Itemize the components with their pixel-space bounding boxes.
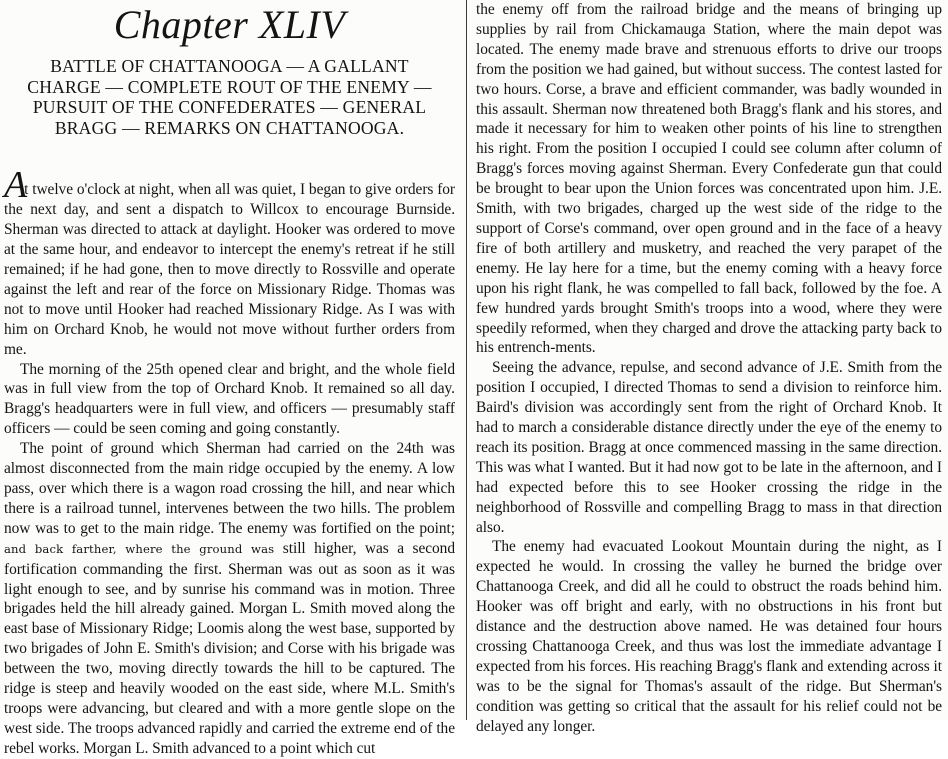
left-column <box>4 0 455 759</box>
drop-cap: A <box>4 164 28 207</box>
right-column <box>476 0 942 737</box>
paragraph: The morning of the 25th opened clear and bright, and the whole field was in full view from the top of Orchard Knob. It remained so all day. Bragg's headquarters were in full view, and officers — presumably staff officers — could be seen coming and going constantly. <box>4 360 455 438</box>
paragraph: The enemy had evacuated Lookout Mountain during the night, as I expected he would. In crossing the valley he burned the bridge over Chattanooga Creek, and did all he could to obstruct the roads behind him. Hooker was off bright and early, with no obstructions in his front but distance and the destruction above named. He was detained four hours crossing Chattanooga Creek, and thus was lost the immediate advantage I expected from his forces. His reaching Bragg's flank and extending across it was to be the signal for Thomas's assault of the ridge. But Sherman's condition was getting so critical that the assault for his relief could not be delayed any longer. <box>476 538 942 735</box>
paragraph <box>4 164 455 359</box>
paragraph: Seeing the advance, repulse, and second advance of J.E. Smith from the position I occupied, I directed Thomas to send a division to reinforce him. Baird's division was accordingly sent from the right of Orchard Knob. It had to march a considerable distance directly under the eye of the enemy to reach its position. Bragg at once commenced massing in the same direction. This was what I wanted. But it had now got to be late in the afternoon, and I had expected before this to see Hooker crossing the ridge in the neighborhood of Rossville and compelling Bragg to mass in that direction also. <box>476 359 942 536</box>
paragraph: the enemy off from the railroad bridge and the means of bringing up supplies by rail from Chickamauga Station, where the main depot was located. The enemy made brave and strenuous efforts to drive our troops from the position we had gained, but without success. The contest lasted for two hours. Corse, a brave and efficient commander, was badly wounded in this assault. Sherman now threatened both Bragg's flank and his stores, and made it necessary for him to weaken other points of his line to strengthen his right. From the position I occupied I could see column after column of Bragg's forces moving against Sherman. Every Confederate gun that could be brought to bear upon the Union forces was concentrated upon him. J.E. Smith, with two brigades, charged up the west side of the ridge to the support of Corse's command, over open ground and in the face of a heavy fire of both artillery and musketry, and reached the very parapet of the enemy. He lay here for a time, but the enemy coming with a heavy force upon his right flank, he was compelled to fall back, followed by the foe. A few hundred yards brought Smith's troops into a wood, where they were speedily reformed, when they charged and drove the attacking party back to his entrench-ments. <box>476 1 942 357</box>
paragraph-text: t twelve o'clock at night, when all was quiet, I began to give orders for the next day, and sent a dispatch to Willcox to encourage Burnside. Sherman was directed to attack at daylight. Hooker was ordered to move at the same hour, and endeavor to intercept the enemy's retreat if he still remained; if he had gone, then to move directly to Rossville and operate against the left and rear of the force on Missionary Ridge. Thomas was not to move until Hooker had reached Missionary Ridge. As I was with him on Orchard Knob, he would not move without further orders from me. <box>4 181 455 358</box>
chapter-subtitle: BATTLE OF CHATTANOOGA — A GALLANT CHARGE — COMPLETE ROUT OF THE ENEMY — PURSUIT OF THE CONFEDERATES — GENERAL BRAGG — REMARKS ON CHATTANOOGA. <box>27 56 432 138</box>
column-divider <box>466 0 467 720</box>
paragraph <box>4 439 455 759</box>
paragraph-text: still higher, was a second fortification commanding the first. Sherman was out as soon as it was light enough to see, and by sunrise his command was in motion. Three brigades held the hill already gained. Morgan L. Smith moved along the east base of Missionary Ridge; Loomis along the west base, supported by two brigades of John E. Smith's division; and Corse with his brigade was between the two, moving directly towards the hill to be captured. The ridge is steep and heavily wooded on the east side, where M.L. Smith's troops were advancing, but cleared and with a more gentle slope on the west side. The troops advanced rapidly and carried the extreme end of the rebel works. Morgan L. Smith advanced to a point which cut <box>4 539 455 757</box>
paragraph-text-small: and back farther, where the ground was <box>4 541 275 556</box>
chapter-title: Chapter XLIV <box>113 2 346 47</box>
paragraph-text: The point of ground which Sherman had carried on the 24th was almost disconnected from the main ridge occupied by the enemy. A low pass, over which there is a wagon road crossing the hill, and near which there is a railroad tunnel, intervenes between the two hills. The problem now was to get to the main ridge. The enemy was fortified on the point; <box>4 440 455 537</box>
